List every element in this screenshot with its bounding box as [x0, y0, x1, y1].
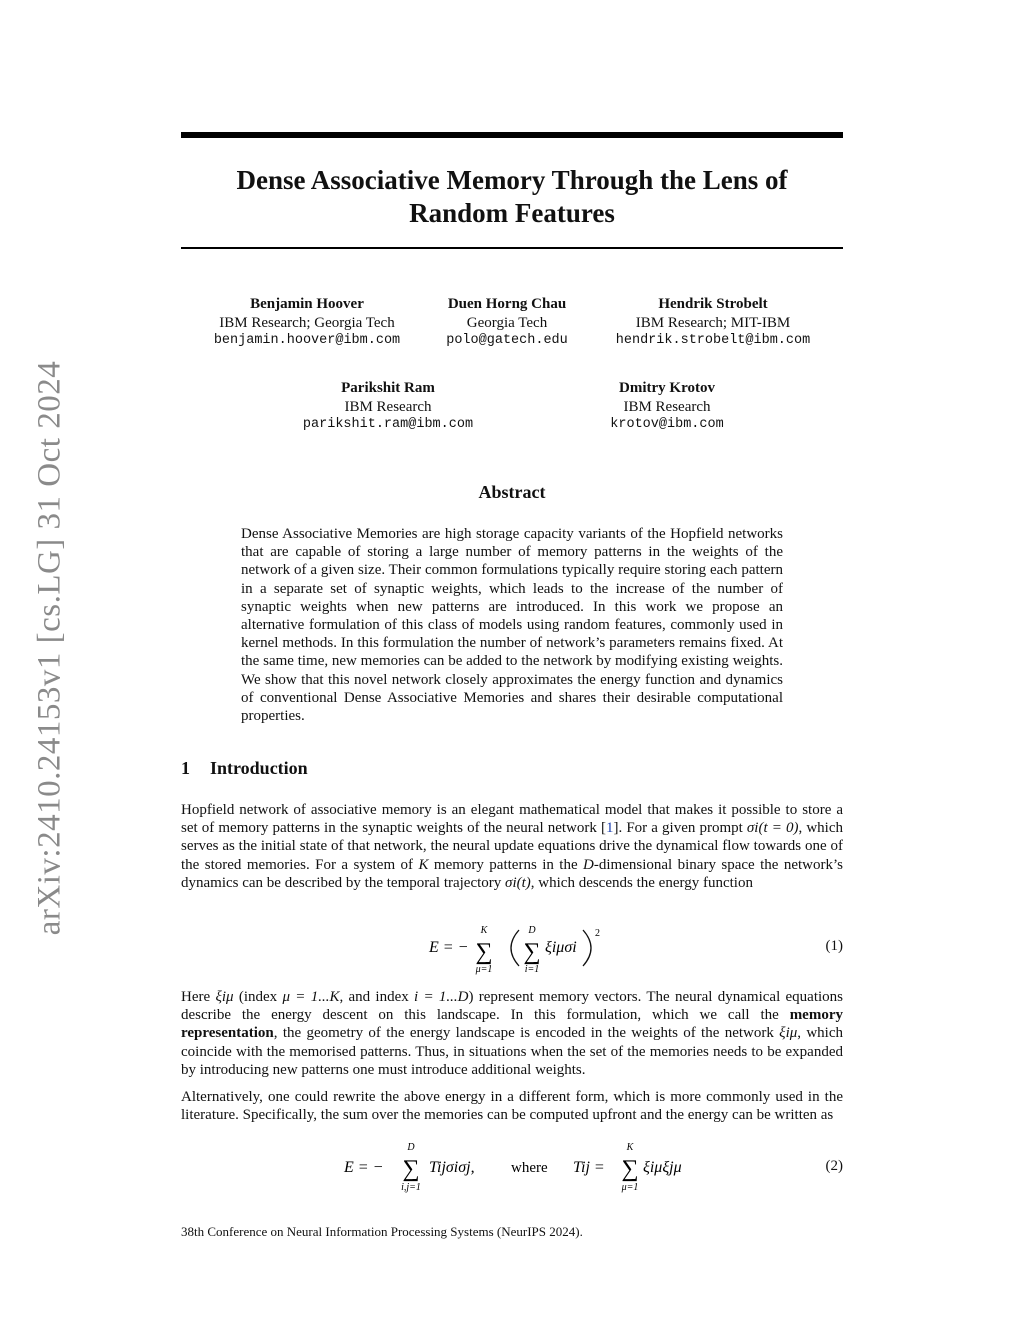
eq1-sum1-top: K: [480, 925, 488, 936]
citation-link[interactable]: 1: [605, 820, 614, 837]
conference-footer: 38th Conference on Neural Information Processing Systems (NeurIPS 2024).: [181, 1224, 583, 1239]
author-affiliation: IBM Research; Georgia Tech: [219, 314, 395, 331]
author-email[interactable]: polo@gatech.edu: [446, 333, 568, 348]
equation-1: [181, 918, 843, 978]
author-email[interactable]: benjamin.hoover@ibm.com: [213, 333, 401, 348]
title-rule-bottom: [181, 247, 843, 249]
author-name: Hendrik Strobelt: [658, 296, 768, 312]
bold-term: memory representation: [181, 1007, 843, 1042]
section-number: 1: [181, 758, 190, 778]
author-affiliation: IBM Research: [344, 398, 432, 415]
svg-text:∑: ∑: [523, 939, 541, 965]
author-affiliation: IBM Research: [623, 398, 711, 415]
eq2-sum1-bottom: i,j=1: [401, 1182, 421, 1193]
eq2-lhs2: Tij =: [573, 1159, 605, 1176]
equation-1-graphic: [181, 918, 843, 978]
paper-title: [181, 164, 843, 230]
equation-2: [181, 1138, 843, 1198]
intro-paragraph-1: Hopfield network of associative memory is an elegant mathematical model that makes it possible to store a set of memory patterns in the synaptic weights of the neural network [1]. For a given prompt σi(t = 0), which serves as the initial state of that network, the neural update equations drive the dynamical flow towards one of the stored memories. For a system of K memory patterns in the D-dimensional binary space the network’s dynamics can be described by the temporal trajectory σi(t), which descends the energy function: [181, 802, 843, 891]
title-line-2: Random Features: [409, 198, 615, 228]
author-block: [263, 379, 513, 435]
title-line-1: Dense Associative Memory Through the Lens of: [236, 165, 788, 195]
author-block: [542, 379, 792, 435]
author-email[interactable]: parikshit.ram@ibm.com: [302, 417, 474, 432]
eq1-power: 2: [595, 928, 600, 939]
section-title: Introduction: [210, 758, 308, 778]
title-rule-top: [181, 132, 843, 138]
author-email[interactable]: hendrik.strobelt@ibm.com: [615, 333, 811, 348]
author-name: Parikshit Ram: [341, 380, 435, 396]
eq1-sum2-top: D: [528, 925, 536, 936]
eq1-term: ξiμσi: [545, 939, 577, 956]
author-name: Benjamin Hoover: [250, 296, 364, 312]
arxiv-stamp: arXiv:2410.24153v1 [cs.LG] 31 Oct 2024: [31, 360, 68, 936]
equation-2-graphic: [181, 1138, 843, 1198]
author-name: Dmitry Krotov: [619, 380, 715, 396]
equation-number: (2): [825, 1158, 843, 1174]
svg-text:∑: ∑: [621, 1156, 639, 1182]
author-affiliation: Georgia Tech: [466, 314, 548, 331]
author-block: [588, 295, 838, 351]
eq2-sum1-top: D: [407, 1142, 415, 1153]
equation-number: (1): [825, 938, 843, 954]
eq2-lhs: E = −: [344, 1159, 384, 1176]
section-heading: [181, 758, 308, 779]
author-affiliation: IBM Research; MIT-IBM: [635, 314, 791, 331]
eq2-sum2-bottom: μ=1: [621, 1182, 639, 1193]
eq1-sum2-bottom: i=1: [524, 964, 540, 975]
svg-text:∑: ∑: [475, 939, 493, 965]
eq2-where: where: [511, 1160, 548, 1176]
abstract-heading: Abstract: [478, 482, 546, 502]
abstract-text: Dense Associative Memories are high storage capacity variants of the Hopfield networks that are capable of storing a large number of memory patterns in the weights of the network of a given size. Their common formulations typically require storing each pattern in a separate set of synaptic weights, which leads to the increase of the number of synaptic weights when new patterns are introduced. In this work we propose an alternative formulation of this class of models using random features, commonly used in kernel methods. In this formulation the number of network’s parameters remains fixed. At the same time, new memories can be added to the network by modifying existing weights. We show that this novel network closely approximates the energy function and dynamics of conventional Dense Associative Memories and shares their desirable computational properties.: [241, 526, 783, 725]
eq2-term2: ξiμξjμ: [643, 1159, 682, 1176]
author-name: Duen Horng Chau: [447, 296, 567, 312]
author-email[interactable]: krotov@ibm.com: [610, 417, 724, 432]
eq2-sum2-top: K: [626, 1142, 634, 1153]
intro-paragraph-2: Here ξiμ (index μ = 1...K, and index i = 1...D) represent memory vectors. The neural dynamical equations describe the energy descent on this landscape. In this formulation, which we call the memory representation, the geometry of the energy landscape is encoded in the weights of the network ξiμ, which coincide with the memorised patterns. Thus, in situations when the set of the memories needs to be expanded by introducing new patterns one must introduce additional weights.: [181, 989, 844, 1078]
eq1-lhs: E = −: [429, 939, 469, 956]
eq2-term1: Tijσiσj,: [429, 1159, 475, 1176]
eq1-sum1-bottom: μ=1: [475, 964, 493, 975]
intro-paragraph-3: Alternatively, one could rewrite the above energy in a different form, which is more commonly used in the literature. Specifically, the sum over the memories can be computed upfront and the energy can be written as: [181, 1089, 843, 1124]
svg-text:∑: ∑: [402, 1156, 420, 1182]
